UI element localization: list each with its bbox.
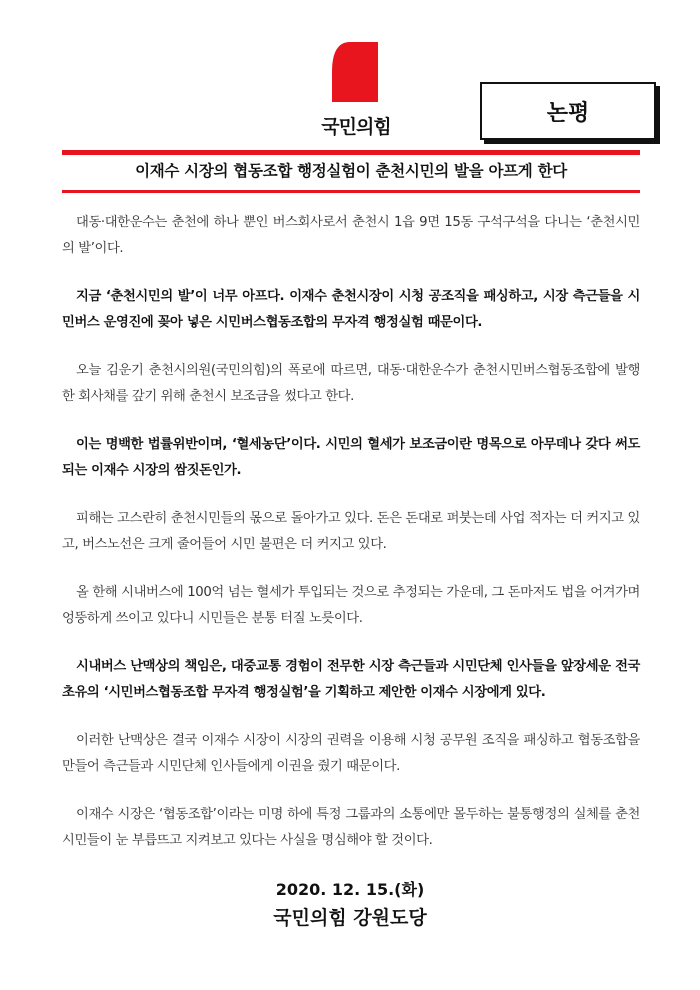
body-paragraph-emphasis: 지금 ‘춘천시민의 발’이 너무 아프다. 이재수 춘천시장이 시청 공조직을 패싱하고, 시장 측근들을 시민버스 운영진에 꽂아 넣은 시민버스협동조합의 무자격 행정실험 때문이다.	[62, 289, 640, 330]
document-type-label: 논평	[480, 82, 656, 140]
body-paragraph-emphasis: 시내버스 난맥상의 책임은, 대중교통 경험이 전무한 시장 측근들과 시민단체 인사들을 앞장세운 전국 초유의 ‘시민버스협동조합 무자격 행정실험’을 기획하고 제안한 이재수 시장에게 있다.	[62, 659, 640, 700]
document-title: 이재수 시장의 협동조합 행정실험이 춘천시민의 발을 아프게 한다	[135, 162, 567, 180]
body-paragraph: 대동·대한운수는 춘천에 하나 뿐인 버스회사로서 춘천시 1읍 9면 15동 구석구석을 다니는 ‘춘천시민의 발’이다.	[62, 215, 640, 256]
party-logo-text: 국민의힘	[321, 116, 391, 138]
issuing-organization: 국민의힘 강원도당	[273, 907, 427, 929]
body-paragraph: 이재수 시장은 ‘협동조합’이라는 미명 하에 특정 그룹과의 소통에만 몰두하는 불통행정의 실체를 춘천시민들이 눈 부릅뜨고 지켜보고 있다는 사실을 명심해야 할 것이다.	[62, 807, 640, 848]
title-top-rule	[62, 150, 640, 155]
title-bottom-rule	[62, 190, 640, 193]
body-paragraph-emphasis: 이는 명백한 법률위반이며, ‘혈세농단’이다. 시민의 혈세가 보조금이란 명목으로 아무데나 갖다 써도 되는 이재수 시장의 쌈짓돈인가.	[62, 437, 640, 478]
document-date: 2020. 12. 15.(화)	[275, 880, 425, 899]
party-logo-icon	[332, 42, 378, 102]
body-paragraph: 피해는 고스란히 춘천시민들의 몫으로 돌아가고 있다. 돈은 돈대로 퍼붓는데 사업 적자는 더 커지고 있고, 버스노선은 크게 줄어들어 시민 불편은 더 커지고 있다.	[62, 511, 640, 552]
body-paragraph: 이러한 난맥상은 결국 이재수 시장이 시장의 권력을 이용해 시청 공무원 조직을 패싱하고 협동조합을 만들어 측근들과 시민단체 인사들에게 이권을 줬기 때문이다.	[62, 733, 640, 774]
document-body	[62, 210, 640, 876]
body-paragraph: 올 한해 시내버스에 100억 넘는 혈세가 투입되는 것으로 추정되는 가운데, 그 돈마저도 법을 어겨가며 엉뚱하게 쓰이고 있다니 시민들은 분통 터질 노릇이다.	[62, 585, 640, 626]
body-paragraph: 오늘 김운기 춘천시의원(국민의힘)의 폭로에 따르면, 대동·대한운수가 춘천시민버스협동조합에 발행한 회사채를 갚기 위해 춘천시 보조금을 썼다고 한다.	[62, 363, 640, 404]
